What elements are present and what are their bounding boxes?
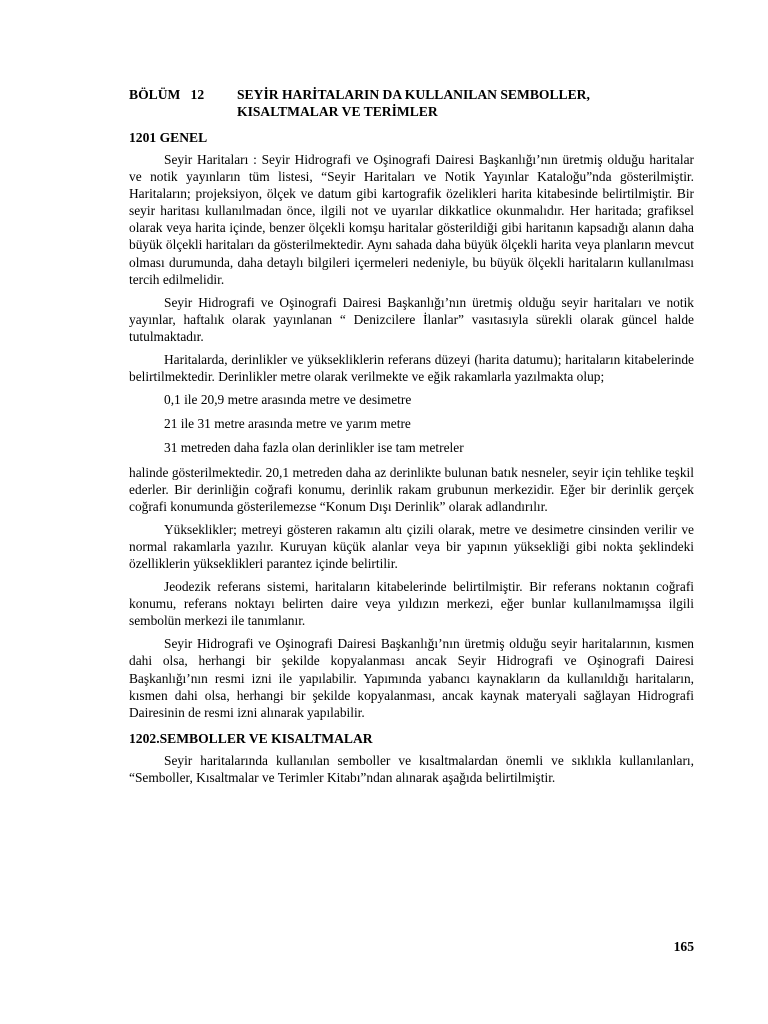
paragraph: Haritalarda, derinlikler ve yüksekliklerin referans düzeyi (harita datumu); haritaların kitabelerinde belirtilmektedir. Derinlikler metre olarak verilmekte ve eğik rakamlarla yazılmakta olup; [129, 352, 694, 385]
depth-rule-line: 0,1 ile 20,9 metre arasında metre ve desimetre [164, 392, 412, 408]
paragraph: Yükseklikler; metreyi gösteren rakamın altı çizili olarak, metre ve desimetre cinsinden verilir ve normal rakamlarla yazılır. Kuruyan küçük alanlar veya bir yapının yüksekliği gibi nokta şeklindeki özelliklerin yükseklikleri parantez içinde belirtilir. [129, 521, 694, 571]
depth-rule-line: 21 ile 31 metre arasında metre ve yarım metre [164, 416, 411, 432]
chapter-title: SEYİR HARİTALARIN DA KULLANILAN SEMBOLLER, KISALTMALAR VE TERİMLER [237, 87, 590, 119]
chapter-label: BÖLÜM 12 [129, 87, 205, 102]
paragraph-continuation: halinde gösterilmektedir. 20,1 metreden daha az derinlikte bulunan batık nesneler, seyir için tehlike teşkil ederler. Bir derinliğin coğrafi konumu, derinlik rakam grubunun merkezidir. Eğer bir derinlik gerçek coğrafi konumunda gösterilemezse “Konum Dışı Derinlik” olarak adlandırılır. [129, 464, 694, 514]
paragraph: Seyir Hidrografi ve Oşinografi Dairesi Başkanlığı’nın üretmiş olduğu seyir haritalarının, kısmen dahi olsa, herhangi bir şekilde kopyalanması ancak Seyir Hidrografi ve Oşinografi Dairesi Başkanlığı’nın resmi izni ile yapılabilir. Yapımında yabancı kaynakların da kullanıldığı haritaların, kısmen dahi olsa, herhangi bir şekilde kopyalanması, ancak kaynak materyali sağlayan Hidrografi Dairesinin de resmi izni alınarak yapılabilir. [129, 636, 694, 720]
chapter-heading [129, 86, 694, 120]
paragraph: Seyir Hidrografi ve Oşinografi Dairesi Başkanlığı’nın üretmiş olduğu seyir haritaları ve notik yayınlar, haftalık olarak yayınlanan “ Denizcilere İlanlar” vasıtasıyla sürekli olarak güncel halde tutulmaktadır. [129, 294, 694, 344]
depth-rule-line: 31 metreden daha fazla olan derinlikler ise tam metreler [164, 440, 464, 456]
section-heading-1202: 1202.SEMBOLLER VE KISALTMALAR [129, 730, 373, 746]
document-page [129, 86, 694, 792]
paragraph: Jeodezik referans sistemi, haritaların kitabelerinde belirtilmiştir. Bir referans noktanın coğrafi konumu, referans noktayı belirten daire veya yıldızın merkezi, eğer bunlar kullanılmamışsa ilgili sembolün merkezi ile tanımlanır. [129, 579, 694, 629]
section-heading-1201: 1201 GENEL [129, 130, 208, 145]
paragraph: Seyir haritalarında kullanılan semboller ve kısaltmalardan önemli ve sıklıkla kullanılanları, “Semboller, Kısaltmalar ve Terimler Kitabı”ndan alınarak aşağıda belirtilmiştir. [129, 752, 694, 785]
page-number: 165 [673, 939, 694, 954]
paragraph: Seyir Haritaları : Seyir Hidrografi ve Oşinografi Dairesi Başkanlığı’nın üretmiş olduğu haritalar ve notik yayınların tüm listesi, “Seyir Haritaları ve Notik Yayınlar Kataloğu”nda gösterilmiştir. Haritaların; projeksiyon, ölçek ve datum gibi kartografik özelikleri harita kitabesinde belirtilmiştir. Bir seyir haritası kullanılmadan önce, ilgili not ve uyarılar dikkatlice okunmalıdır. Her haritada; grafiksel olarak veya harita içinde, benzer ölçekli komşu haritalar gösterildiği gibi haritanın kapsadığı alanın daha büyük ölçekli haritaları da gösterilmektedir. Aynı sahada daha büyük ölçekli harita veya planların mevcut olması durumunda, daha detaylı bilgileri içermeleri nedeniyle, bu büyük ölçekli haritaların kullanılması tercih edilmelidir. [129, 152, 694, 287]
